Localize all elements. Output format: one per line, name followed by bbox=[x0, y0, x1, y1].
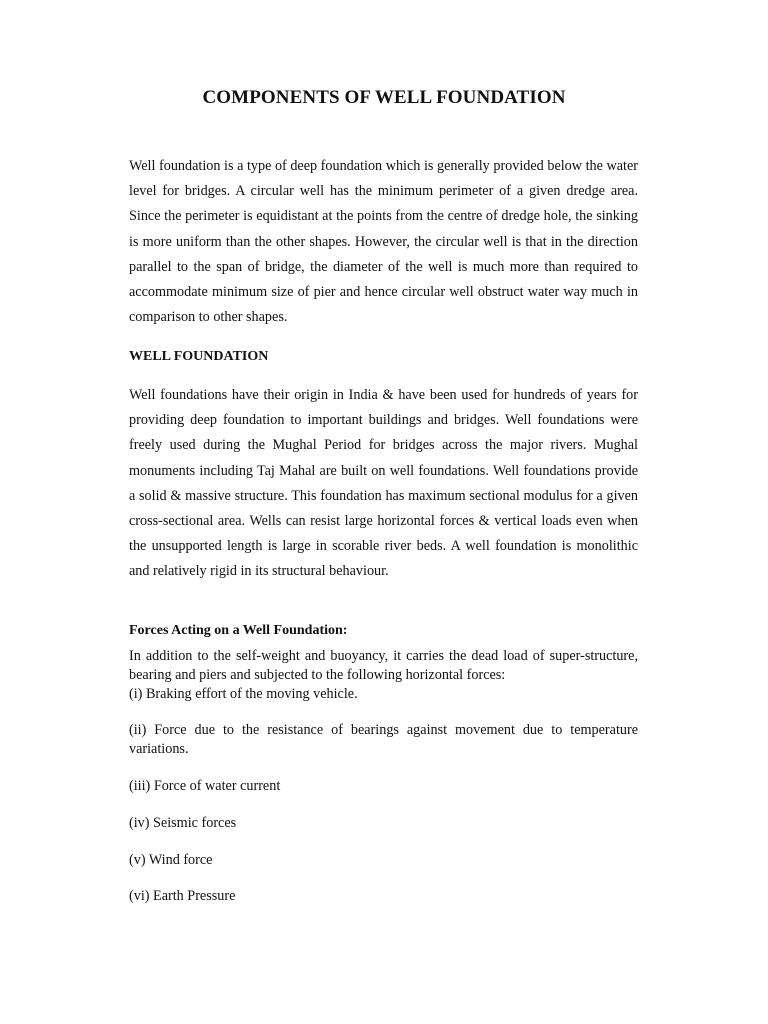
well-foundation-paragraph: Well foundations have their origin in India & have been used for hundreds of years for providing deep foundation to important buildings and bridges. Well foundations were freely used during the Mughal Period for bridges across the major rivers. Mughal monuments including Taj Mahal are built on well foundations. Well foundations provide a solid & massive structure. This foundation has maximum sectional modulus for a given cross-sectional area. Wells can resist large horizontal forces & vertical loads even when the unsupported length is large in scorable river beds. A well foundation is monolithic and relatively rigid in its structural behaviour. bbox=[129, 387, 638, 580]
intro-paragraph: Well foundation is a type of deep foundation which is generally provided below the water level for bridges. A circular well has the minimum perimeter of a given dredge area. Since the perimeter is equidistant at the points from the centre of dredge hole, the sinking is more uniform than the other shapes. However, the circular well is that in the direction parallel to the span of bridge, the diameter of the well is much more than required to accommodate minimum size of pier and hence circular well obstruct water way much in comparison to other shapes. bbox=[129, 158, 638, 326]
forces-list-item-6: (vi) Earth Pressure bbox=[129, 888, 236, 904]
section-heading-well-foundation: WELL FOUNDATION bbox=[129, 349, 269, 364]
forces-list-item-2: (ii) Force due to the resistance of bearings against movement due to temperature variations. bbox=[129, 722, 638, 757]
forces-intro-text: In addition to the self-weight and buoyancy, it carries the dead load of super-structure, bearing and piers and subjected to the following horizontal forces: bbox=[129, 648, 638, 683]
forces-list-item-4: (iv) Seismic forces bbox=[129, 815, 237, 831]
document-title: COMPONENTS OF WELL FOUNDATION bbox=[202, 87, 566, 108]
forces-list-item-1: (i) Braking effort of the moving vehicle. bbox=[129, 686, 358, 702]
forces-list-item-5: (v) Wind force bbox=[129, 852, 213, 868]
forces-list-item-3: (iii) Force of water current bbox=[129, 778, 281, 794]
forces-intro-block bbox=[129, 647, 638, 704]
forces-heading: Forces Acting on a Well Foundation: bbox=[129, 623, 348, 638]
